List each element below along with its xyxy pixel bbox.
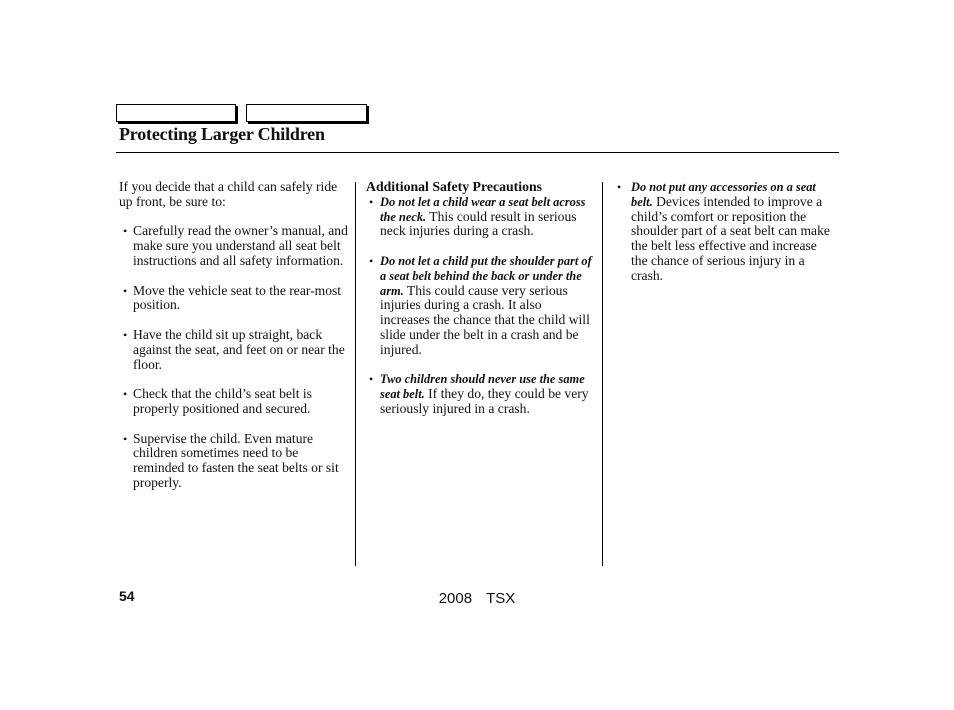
column-middle [366, 180, 594, 432]
body-text: This could cause very serious injuries during a crash. It also increases the chance that the child will slide under the belt in a crash and be injured. [380, 282, 590, 357]
footer-model: 2008 TSX [438, 590, 516, 607]
list-item [366, 254, 594, 358]
column-divider [602, 182, 603, 566]
column-divider [355, 182, 356, 566]
safety-list [617, 180, 832, 284]
body-text: If they do, they could be very seriously injured in a crash. [380, 386, 589, 416]
page-title: Protecting Larger Children [119, 124, 325, 144]
list-item [617, 180, 832, 284]
section-heading: Additional Safety Precautions [366, 179, 543, 194]
list-item [366, 372, 594, 416]
list-item: • Supervise the child. Even mature children sometimes need to be reminded to fasten the seat belts or sit properly. [119, 432, 349, 491]
warning-text: Do not let a child wear a seat belt across the neck. [380, 194, 586, 224]
list-item: • Move the vehicle seat to the rear-most position. [119, 284, 349, 314]
warning-text: Do not let a child put the shoulder part of a seat belt behind the back or under the arm. [380, 253, 592, 298]
precaution-list [119, 224, 349, 490]
page-number: 54 [119, 588, 135, 604]
safety-list [366, 195, 594, 417]
list-item: • Check that the child’s seat belt is properly positioned and secured. [119, 387, 349, 417]
nav-tab-previous[interactable] [116, 104, 236, 122]
body-text: Devices intended to improve a child’s comfort or reposition the shoulder part of a seat belt can make the belt less effective and increase the chance of serious injury in a crash. [631, 193, 830, 283]
list-item: • Have the child sit up straight, back against the seat, and feet on or near the floor. [119, 328, 349, 372]
list-item: • Carefully read the owner’s manual, and make sure you understand all seat belt instructions and all safety information. [119, 224, 349, 268]
title-divider [116, 152, 839, 153]
list-item [366, 195, 594, 239]
intro-paragraph: If you decide that a child can safely ride up front, be sure to: [119, 179, 338, 209]
warning-text: Two children should never use the same seat belt. [380, 372, 585, 402]
nav-tab-next[interactable] [246, 104, 367, 122]
warning-text: Do not put any accessories on a seat belt. [631, 180, 816, 209]
column-right [617, 180, 832, 284]
column-left [119, 180, 349, 506]
body-text: This could result in serious neck injuries during a crash. [380, 208, 577, 239]
